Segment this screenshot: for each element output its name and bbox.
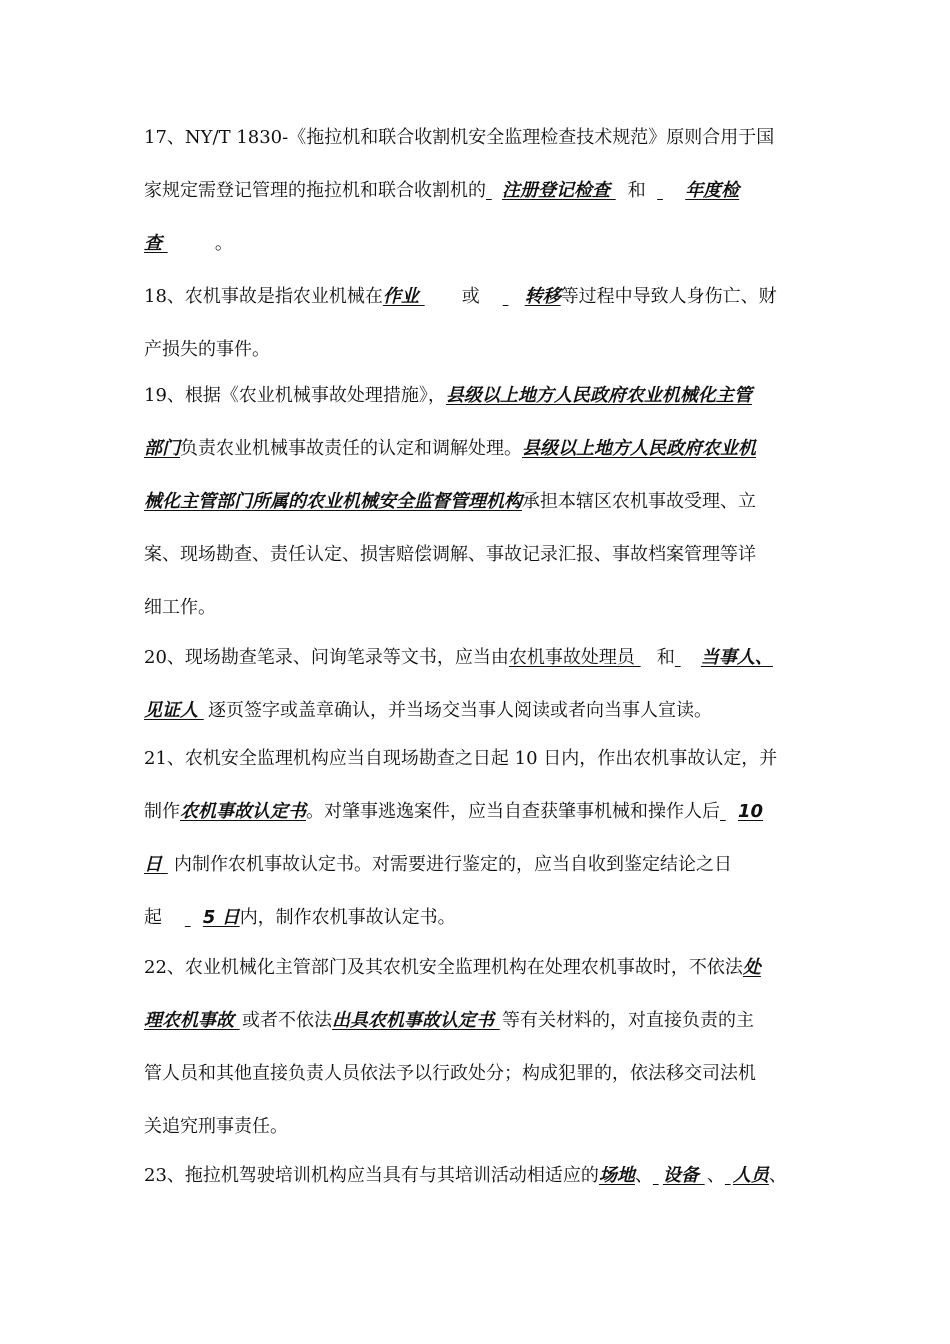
q19-answer-2: 县级以上地方人民政府农业机 — [522, 438, 756, 459]
text-segment: 。 — [214, 233, 233, 254]
q21-line-2 — [144, 799, 812, 825]
text-segment: 18、农机事故是指农业机械在 — [144, 286, 383, 307]
q19-line-3 — [144, 489, 812, 515]
q22-line-3 — [144, 1061, 812, 1087]
q23-answer-2: 设备 — [662, 1165, 699, 1186]
text-segment: 关追究刑事责任。 — [144, 1116, 288, 1137]
text-segment: 细工作。 — [144, 597, 216, 618]
text-segment: 部门 — [144, 438, 180, 459]
q18-answer-1: 作业 — [382, 286, 419, 307]
text-segment: 、 — [706, 1165, 725, 1186]
q21-line-4 — [144, 905, 812, 931]
blank-underline — [198, 698, 208, 724]
q17-answer-2: 年度检 — [685, 180, 740, 201]
q21-line-3 — [144, 852, 812, 878]
text-segment: 产损失的事件。 — [144, 339, 270, 360]
blank-underline — [720, 799, 738, 825]
q20-answer-2: 当事人、 — [700, 647, 773, 668]
text-segment: 起 — [144, 907, 162, 928]
q23-line-1 — [144, 1163, 812, 1189]
text-segment: 械化主管部门所属的农业机械安全监督管理机构 — [144, 491, 522, 512]
text-segment: 、 — [634, 1165, 653, 1186]
text-segment: 22、农业机械化主管部门及其农机安全监理机构在处理农机事故时，不依法 — [144, 957, 743, 978]
blank-underline — [486, 178, 502, 204]
text-segment: 。对肇事逃逸案件，应当自查获肇事机械和操作人后 — [306, 801, 720, 822]
q21-answer-3: 5 日 — [202, 907, 240, 928]
text-segment: 内制作农机事故认定书。对需要进行鉴定的，应当自收到鉴定结论之日 — [174, 854, 732, 875]
text-segment: 案、现场勘查、责任认定、损害赔偿调解、事故记录汇报、事故档案管理等详 — [144, 544, 756, 565]
text-segment: 等有关材料的，对直接负责的主 — [502, 1010, 754, 1031]
q17-line-1 — [144, 125, 812, 151]
q19-line-4 — [144, 542, 812, 568]
blank-underline — [699, 1163, 707, 1189]
q22-line-2 — [144, 1008, 812, 1034]
q23-answer-1: 场地 — [598, 1165, 635, 1186]
text-segment: 承担本辖区农机事故受理、立 — [522, 491, 756, 512]
text-segment: 管人员和其他直接负责人员依法予以行政处分；构成犯罪的，依法移交司法机 — [144, 1063, 756, 1084]
blank-underline — [610, 178, 622, 204]
text-segment: 见证人 — [144, 700, 198, 721]
q18-answer-2: 转移 — [524, 286, 561, 307]
q23-answer-3: 人员 — [732, 1165, 769, 1186]
blank-underline — [162, 231, 192, 257]
text-segment: 制作 — [144, 801, 180, 822]
q17-line-3 — [144, 231, 812, 257]
blank-underline — [725, 1163, 733, 1189]
blank-underline — [675, 645, 701, 671]
text-segment: 19、根据《农业机械事故处理措施》， — [144, 385, 446, 406]
q20-answer-1: 农机事故处理员 — [508, 647, 635, 668]
text-segment: 21、农机安全监理机构应当自现场勘查之日起 10 日内，作出农机事故认定，并 — [144, 748, 778, 769]
q17-line-2 — [144, 178, 812, 204]
q18-line-2 — [144, 337, 812, 363]
text-segment: 负责农业机械事故责任的认定和调解处理。 — [180, 438, 522, 459]
text-segment: 23、拖拉机驾驶培训机构应当具有与其培训活动相适应的 — [144, 1165, 599, 1186]
q22-line-4 — [144, 1114, 812, 1140]
text-segment: 和 — [627, 180, 646, 201]
text-segment: 和 — [656, 647, 675, 668]
q17-answer-1: 注册登记检查 — [502, 180, 610, 201]
q20-line-1 — [144, 645, 812, 671]
blank-underline — [494, 1008, 502, 1034]
blank-underline — [653, 1163, 663, 1189]
q22-line-1 — [144, 955, 812, 981]
text-segment: 查 — [144, 233, 162, 254]
text-segment: 理农机事故 — [144, 1010, 234, 1031]
blank-underline — [419, 284, 439, 310]
text-segment: 逐页签字或盖章确认，并当场交当事人阅读或者向当事人宣读。 — [208, 700, 712, 721]
q18-line-1 — [144, 284, 812, 310]
text-segment: 或 — [461, 286, 480, 307]
q19-line-5 — [144, 595, 812, 621]
q21-answer-1: 农机事故认定书 — [180, 801, 306, 822]
q19-line-1 — [144, 383, 812, 409]
blank-underline — [185, 905, 203, 931]
text-segment: 17、NY/T 1830-《拖拉机和联合收割机安全监理检查技术规范》原则合用于国 — [144, 127, 775, 148]
q21-line-1 — [144, 746, 812, 772]
q19-answer-1: 县级以上地方人民政府农业机械化主管 — [445, 385, 752, 406]
text-segment: 或者不依法 — [242, 1010, 332, 1031]
blank-underline — [503, 284, 525, 310]
q22-answer-1: 处 — [742, 957, 761, 978]
blank-underline — [657, 178, 685, 204]
q22-answer-2: 出具农机事故认定书 — [332, 1010, 494, 1031]
text-segment: 、 — [768, 1165, 787, 1186]
blank-underline — [162, 852, 174, 878]
blank-underline — [635, 645, 657, 671]
text-segment: 20、现场勘查笔录、问询笔录等文书，应当由 — [144, 647, 509, 668]
text-segment: 等过程中导致人身伤亡、财 — [560, 286, 777, 307]
q20-line-2 — [144, 698, 812, 724]
text-segment: 家规定需登记管理的拖拉机和联合收割机的 — [144, 180, 486, 201]
blank-underline — [234, 1008, 242, 1034]
q21-answer-2: 10 — [738, 801, 764, 822]
text-segment: 日 — [144, 854, 162, 875]
text-segment: 内，制作农机事故认定书。 — [239, 907, 456, 928]
q19-line-2 — [144, 436, 812, 462]
